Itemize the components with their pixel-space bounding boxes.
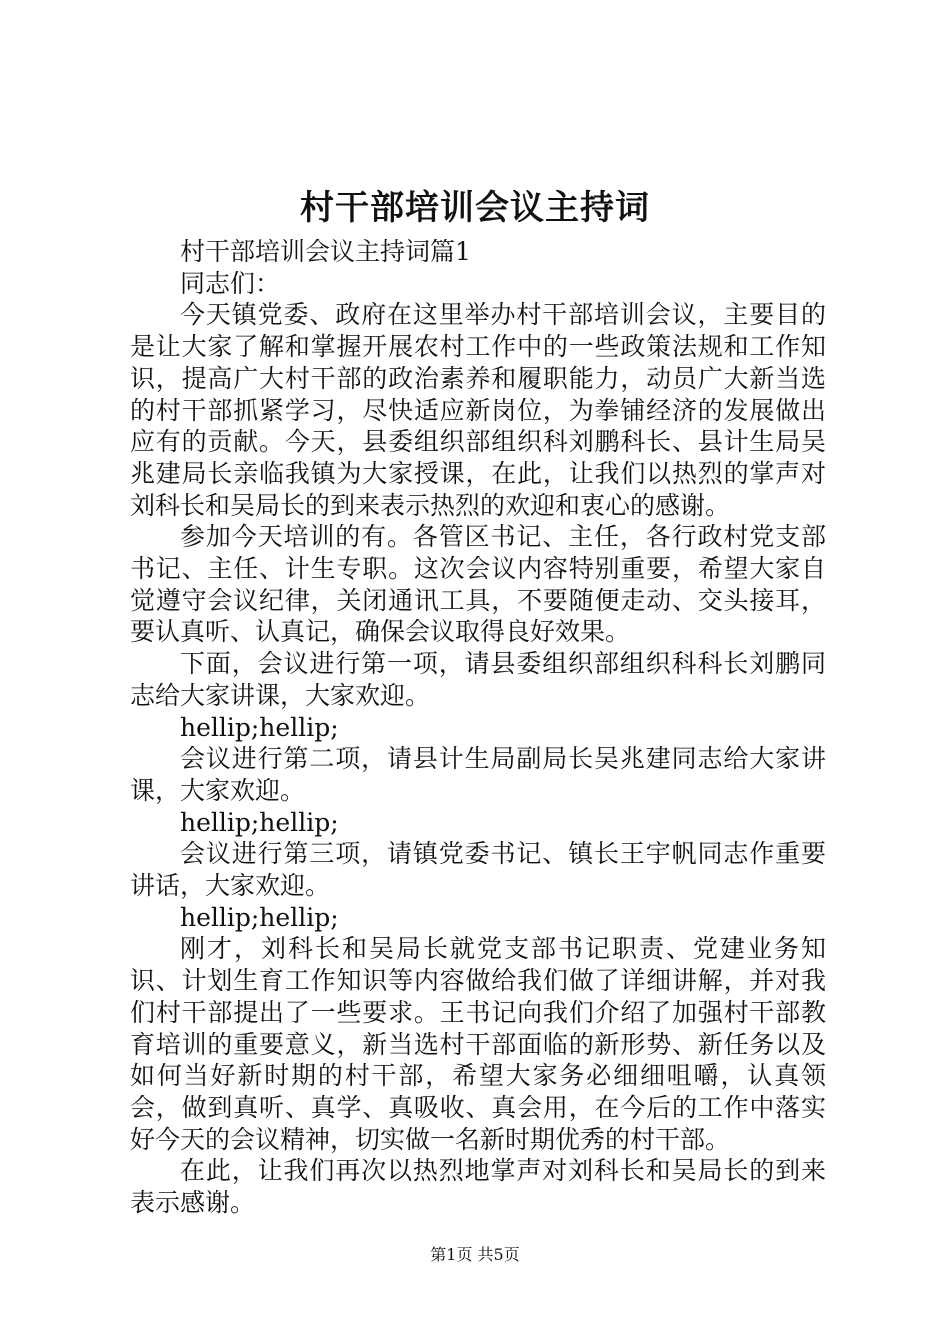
paragraph-item-one: 下面，会议进行第一项，请县委组织部组织科科长刘鹏同志给大家讲课，大家欢迎。	[130, 649, 826, 710]
paragraph-item-three: 会议进行第三项，请镇党委书记、镇长王宇帆同志作重要讲话，大家欢迎。	[130, 839, 826, 901]
paragraph-attendees: 参加今天培训的有。各管区书记、主任，各行政村党支部书记、主任、计生专职。这次会议内容特别重要，希望大家自觉遵守会议纪律，关闭通讯工具，不要随便走动、交头接耳，要认真听、认真记，确保会议取得良好效果。	[130, 522, 826, 647]
paragraph-heading: 村干部培训会议主持词篇1	[180, 237, 471, 266]
paragraph-closing: 在此，让我们再次以热烈地掌声对刘科长和吴局长的到来表示感谢。	[130, 1156, 826, 1218]
paragraph-ellipsis: hellip;hellip;	[180, 712, 339, 742]
paragraph-salutation: 同志们：	[180, 268, 281, 298]
document-title: 村干部培训会议主持词	[300, 188, 650, 228]
paragraph-summary: 刚才，刘科长和吴局长就党支部书记职责、党建业务知识、计划生育工作知识等内容做给我们做了详细讲解，并对我们村干部提出了一些要求。王书记向我们介绍了加强村干部教育培训的重要意义，新当选村干部面临的新形势、新任务以及如何当好新时期的村干部，希望大家务必细细咀嚼，认真领会，做到真听、真学、真吸收、真会用，在今后的工作中落实好今天的会议精神，切实做一名新时期优秀的村干部。	[130, 934, 826, 1154]
paragraph-opening: 今天镇党委、政府在这里举办村干部培训会议，主要目的是让大家了解和掌握开展农村工作中的一些政策法规和工作知识，提高广大村干部的政治素养和履职能力，动员广大新当选的村干部抓紧学习，尽快适应新岗位，为拳铺经济的发展做出应有的贡献。今天，县委组织部组织科刘鹏科长、县计生局吴兆建局长亲临我镇为大家授课，在此，让我们以热烈的掌声对刘科长和吴局长的到来表示热烈的欢迎和衷心的感谢。	[130, 300, 826, 520]
paragraph-ellipsis: hellip;hellip;	[180, 807, 339, 837]
document-body	[130, 236, 826, 1219]
paragraph-ellipsis: hellip;hellip;	[180, 902, 339, 932]
paragraph-item-two: 会议进行第二项，请县计生局副局长吴兆建同志给大家讲课，大家欢迎。	[130, 744, 826, 805]
page-number-footer: 第1页 共5页	[430, 1245, 520, 1264]
